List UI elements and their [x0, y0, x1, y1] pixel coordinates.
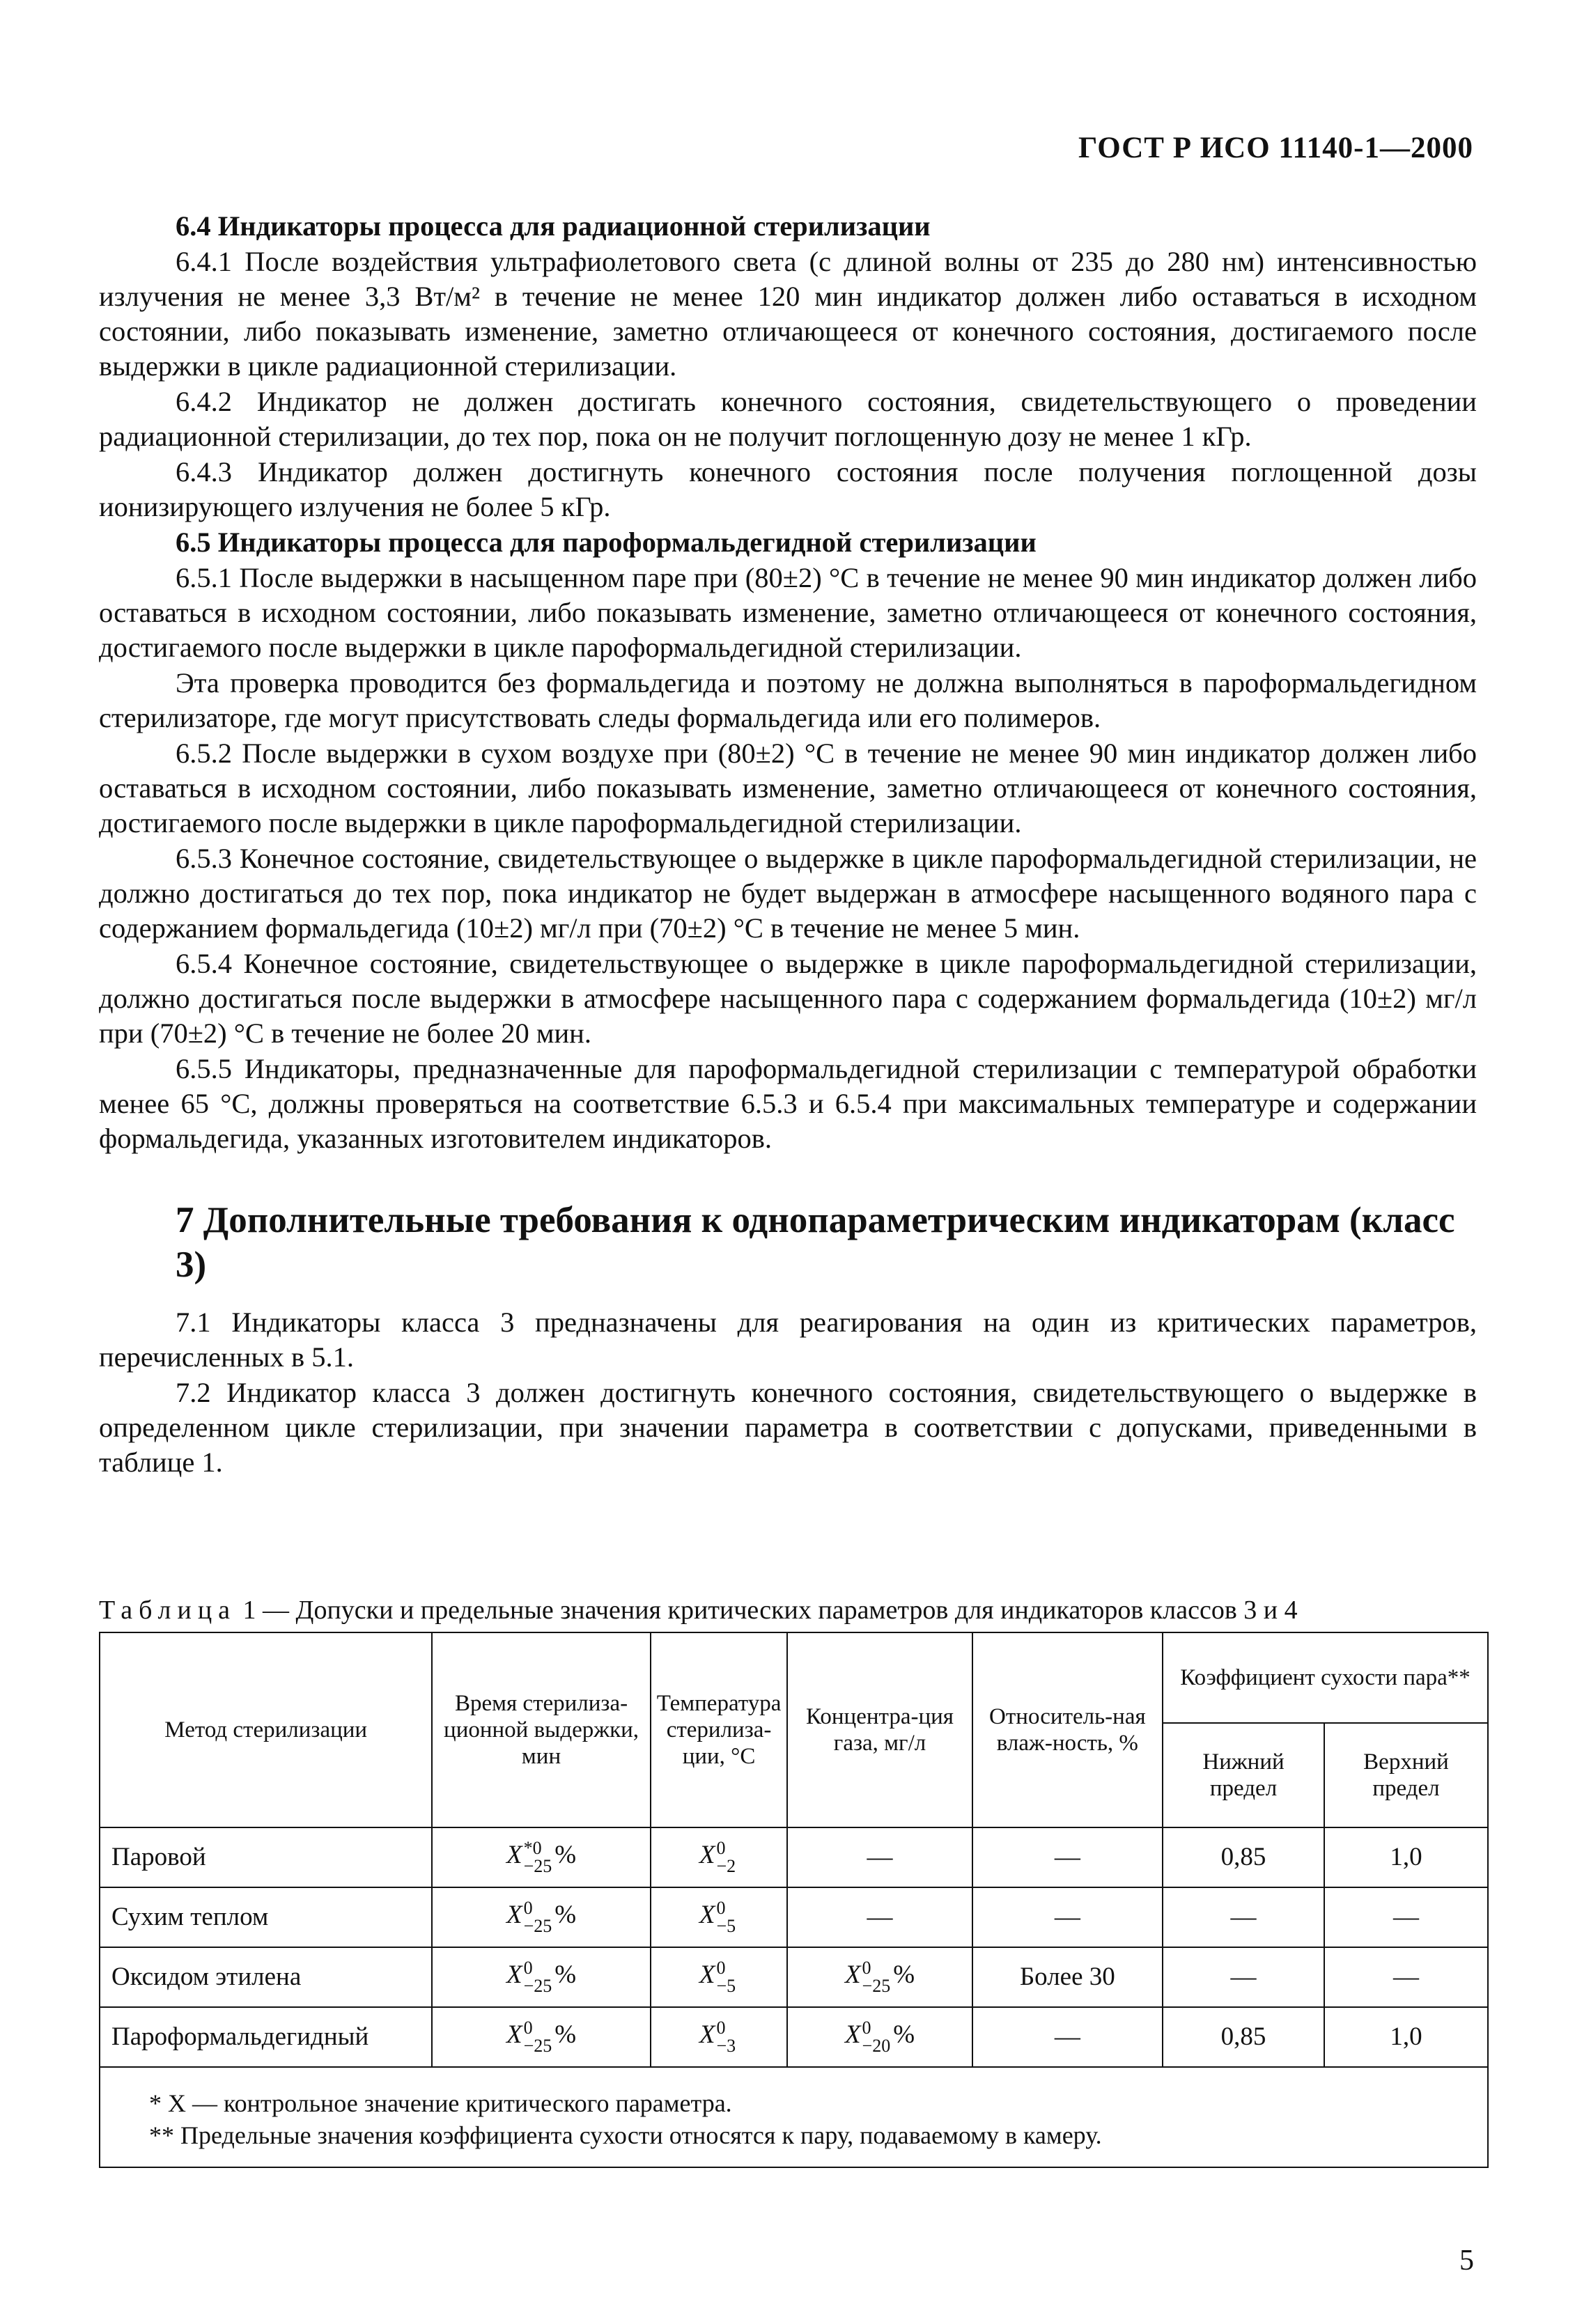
formula-upper-limit: 0: [862, 2018, 871, 2038]
table-caption-label: Таблица: [99, 1596, 237, 1625]
formula-limits: [717, 2019, 736, 2055]
tolerance-table: [99, 1632, 1489, 2168]
table-caption-text: 1 — Допуски и предельные значения критических параметров для индикаторов классов 3 и 4: [236, 1596, 1298, 1625]
col-header-upper-limit: Верхний предел: [1324, 1723, 1488, 1827]
formula-lower-limit: −20: [862, 2036, 891, 2056]
formula-lower-limit: −25: [523, 2036, 552, 2056]
formula-upper-limit: 0: [523, 1898, 533, 1918]
formula-unit: %: [893, 1960, 915, 1990]
col-header-method: Метод стерилизации: [100, 1632, 432, 1827]
formula-limits: [524, 1899, 552, 1935]
paragraph-7-2: 7.2 Индикатор класса 3 должен достигнуть конечного состояния, свидетельствующего о выдержке в определенном цикле стерилизации, при значении параметра в соответствии с допусками, приведенными в таблице 1.: [99, 1377, 1477, 1478]
tolerance-formula: [699, 1958, 738, 1996]
formula-variable: X: [844, 1960, 861, 1990]
col-header-lower-limit: Нижний предел: [1163, 1723, 1324, 1827]
formula-lower-limit: −25: [523, 1976, 552, 1996]
tolerance-formula: [699, 1838, 738, 1876]
formula-lower-limit: −25: [862, 1976, 891, 1996]
formula-variable: X: [699, 1841, 715, 1870]
paragraph-6-5-1: 6.5.1 После выдержки в насыщенном паре при (80±2) °С в течение не менее 90 мин индикатор должен либо оставаться в исходном состоянии, либо показывать изменение, заметно отличающееся от конечного состояния, достигаемого после выдержки в цикле пароформальдегидной стерилизации.: [99, 562, 1477, 663]
tolerance-formula: [506, 1838, 577, 1876]
formula-unit: %: [554, 1841, 577, 1870]
table-row: [100, 1887, 1488, 1947]
formula-variable: X: [699, 1901, 715, 1930]
formula-variable: X: [506, 1841, 522, 1870]
section-6-4-heading: 6.4 Индикаторы процесса для радиационной стерилизации: [176, 210, 931, 242]
paragraph-6-4-1: 6.4.1 После воздействия ультрафиолетового света (с длиной волны от 235 до 280 нм) интенсивностью излучения не менее 3,3 Вт/м² в течение не менее 120 мин индикатор должен либо оставаться в исходном состоянии, либо показывать изменение, заметно отличающееся от конечного состояния, достигаемого после выдержки в цикле радиационной стерилизации.: [99, 246, 1477, 382]
cell-method: Оксидом этилена: [100, 1947, 432, 2007]
table-row: [100, 2007, 1488, 2067]
paragraph-7-1: 7.1 Индикаторы класса 3 предназначены для реагирования на один из критических параметров, перечисленных в 5.1.: [99, 1307, 1477, 1373]
table-notes: [100, 2067, 1488, 2167]
formula-lower-limit: −5: [716, 1916, 736, 1936]
formula-unit: %: [554, 2020, 577, 2050]
cell-upper-limit: —: [1324, 1887, 1488, 1947]
tolerance-formula: [506, 1958, 577, 1996]
col-header-steam-dryness: Коэффициент сухости пара**: [1163, 1632, 1488, 1723]
cell-upper-limit: 1,0: [1324, 2007, 1488, 2067]
cell-time: [432, 1827, 650, 1887]
paragraph-6-5-4: 6.5.4 Конечное состояние, свидетельствующее о выдержке в цикле пароформальдегидной стерилизации, должно достигаться после выдержки в атмосфере насыщенного пара с содержанием формальдегида (10±2) мг/л при (70±2) °С в течение не более 20 мин.: [99, 948, 1477, 1049]
formula-upper-limit: 0: [716, 2018, 726, 2038]
tolerance-formula: [699, 2018, 738, 2056]
formula-lower-limit: −3: [716, 2036, 736, 2056]
formula-limits: [862, 1959, 891, 1995]
cell-lower-limit: 0,85: [1163, 2007, 1324, 2067]
formula-limits: [717, 1959, 736, 1995]
col-header-gas-concentration: Концентра-ция газа, мг/л: [787, 1632, 972, 1827]
formula-upper-limit: 0: [523, 1958, 533, 1978]
cell-lower-limit: 0,85: [1163, 1827, 1324, 1887]
cell-text: —: [867, 1903, 893, 1931]
formula-unit: %: [554, 1901, 577, 1930]
formula-lower-limit: −25: [523, 1916, 552, 1936]
main-content: [99, 209, 1477, 1481]
table-caption: [99, 1595, 1298, 1625]
cell-temperature: [651, 2007, 788, 2067]
formula-upper-limit: 0: [716, 1898, 726, 1918]
cell-upper-limit: —: [1324, 1947, 1488, 2007]
tolerance-formula: [506, 2018, 577, 2056]
tolerance-formula: [699, 1898, 738, 1936]
formula-upper-limit: *0: [523, 1838, 542, 1858]
formula-limits: [717, 1899, 736, 1935]
formula-variable: X: [506, 1960, 522, 1990]
tolerance-formula: [506, 1898, 577, 1936]
formula-lower-limit: −5: [716, 1976, 736, 1996]
cell-upper-limit: 1,0: [1324, 1827, 1488, 1887]
cell-gas-concentration: [787, 1887, 972, 1947]
cell-temperature: [651, 1827, 788, 1887]
formula-limits: [524, 1839, 552, 1875]
formula-star: *: [523, 1838, 533, 1858]
formula-unit: %: [893, 2020, 915, 2050]
cell-time: [432, 1947, 650, 2007]
cell-temperature: [651, 1947, 788, 2007]
formula-limits: [717, 1839, 736, 1875]
cell-gas-concentration: [787, 2007, 972, 2067]
cell-method: Паровой: [100, 1827, 432, 1887]
document-header: ГОСТ Р ИСО 11140-1—2000: [1078, 132, 1473, 164]
formula-unit: %: [554, 1960, 577, 1990]
formula-variable: X: [506, 1901, 522, 1930]
cell-time: [432, 2007, 650, 2067]
formula-variable: X: [506, 2020, 522, 2050]
cell-method: Пароформальдегидный: [100, 2007, 432, 2067]
section-6-5-heading: 6.5 Индикаторы процесса для пароформальдегидной стерилизации: [176, 527, 1037, 558]
cell-time: [432, 1887, 650, 1947]
col-header-humidity: Относитель-ная влаж-ность, %: [972, 1632, 1163, 1827]
tolerance-formula: [844, 2018, 915, 2056]
formula-limits: [524, 2019, 552, 2055]
formula-limits: [524, 1959, 552, 1995]
cell-text: —: [867, 1843, 893, 1871]
paragraph-6-5-3: 6.5.3 Конечное состояние, свидетельствующее о выдержке в цикле пароформальдегидной стерилизации, не должно достигаться до тех пор, пока индикатор не будет выдержан в атмосфере насыщенного водяного пара с содержанием формальдегида (10±2) мг/л при (70±2) °С в течение не менее 5 мин.: [99, 843, 1477, 944]
page-number: 5: [1459, 2245, 1474, 2277]
formula-upper-limit: 0: [716, 1958, 726, 1978]
cell-gas-concentration: [787, 1827, 972, 1887]
formula-upper-limit: 0: [716, 1838, 726, 1858]
col-header-temperature: Температура стерилиза-ции, °С: [651, 1632, 788, 1827]
tolerance-formula: [844, 1958, 915, 1996]
table-row: [100, 1827, 1488, 1887]
formula-variable: X: [699, 2020, 715, 2050]
paragraph-6-5-2: 6.5.2 После выдержки в сухом воздухе при (80±2) °С в течение не менее 90 мин индикатор должен либо оставаться в исходном состоянии, либо показывать изменение, заметно отличающееся от конечного состояния, достигаемого после выдержки в цикле пароформальдегидной стерилизации.: [99, 738, 1477, 839]
formula-limits: [862, 2019, 891, 2055]
section-7-heading: 7 Дополнительные требования к однопараметрическим индикаторам (класс 3): [176, 1200, 1455, 1285]
formula-variable: X: [699, 1960, 715, 1990]
table-row: [100, 1947, 1488, 2007]
formula-upper-limit: 0: [523, 2018, 533, 2038]
paragraph-6-4-3: 6.4.3 Индикатор должен достигнуть конечного состояния после получения поглощенной дозы ионизирующего излучения не более 5 кГр.: [99, 456, 1477, 522]
col-header-time: Время стерилиза-ционной выдержки, мин: [432, 1632, 650, 1827]
formula-upper-limit: 0: [862, 1958, 871, 1978]
cell-humidity: Более 30: [972, 1947, 1163, 2007]
cell-humidity: —: [972, 1827, 1163, 1887]
table-note-1: * X — контрольное значение критического параметра.: [149, 2089, 732, 2117]
paragraph-6-4-2: 6.4.2 Индикатор не должен достигать конечного состояния, свидетельствующего о проведении радиационной стерилизации, до тех пор, пока он не получит поглощенную дозу не менее 1 кГр.: [99, 386, 1477, 452]
cell-lower-limit: —: [1163, 1947, 1324, 2007]
formula-variable: X: [844, 2020, 861, 2050]
table-note-2: ** Предельные значения коэффициента сухости относятся к пару, подаваемому в камеру.: [149, 2121, 1102, 2149]
cell-humidity: —: [972, 2007, 1163, 2067]
cell-method: Сухим теплом: [100, 1887, 432, 1947]
cell-humidity: —: [972, 1887, 1163, 1947]
formula-lower-limit: −2: [716, 1856, 736, 1876]
paragraph-6-5-5: 6.5.5 Индикаторы, предназначенные для пароформальдегидной стерилизации с температурой обработки менее 65 °С, должны проверяться на соответствие 6.5.3 и 6.5.4 при максимальных температуре и содержании формальдегида, указанных изготовителем индикаторов.: [99, 1053, 1477, 1154]
cell-temperature: [651, 1887, 788, 1947]
formula-lower-limit: −25: [523, 1856, 552, 1876]
cell-gas-concentration: [787, 1947, 972, 2007]
cell-lower-limit: —: [1163, 1887, 1324, 1947]
paragraph-6-5-1-note: Эта проверка проводится без формальдегида и поэтому не должна выполняться в пароформальдегидном стерилизаторе, где могут присутствовать следы формальдегида или его полимеров.: [99, 667, 1477, 733]
